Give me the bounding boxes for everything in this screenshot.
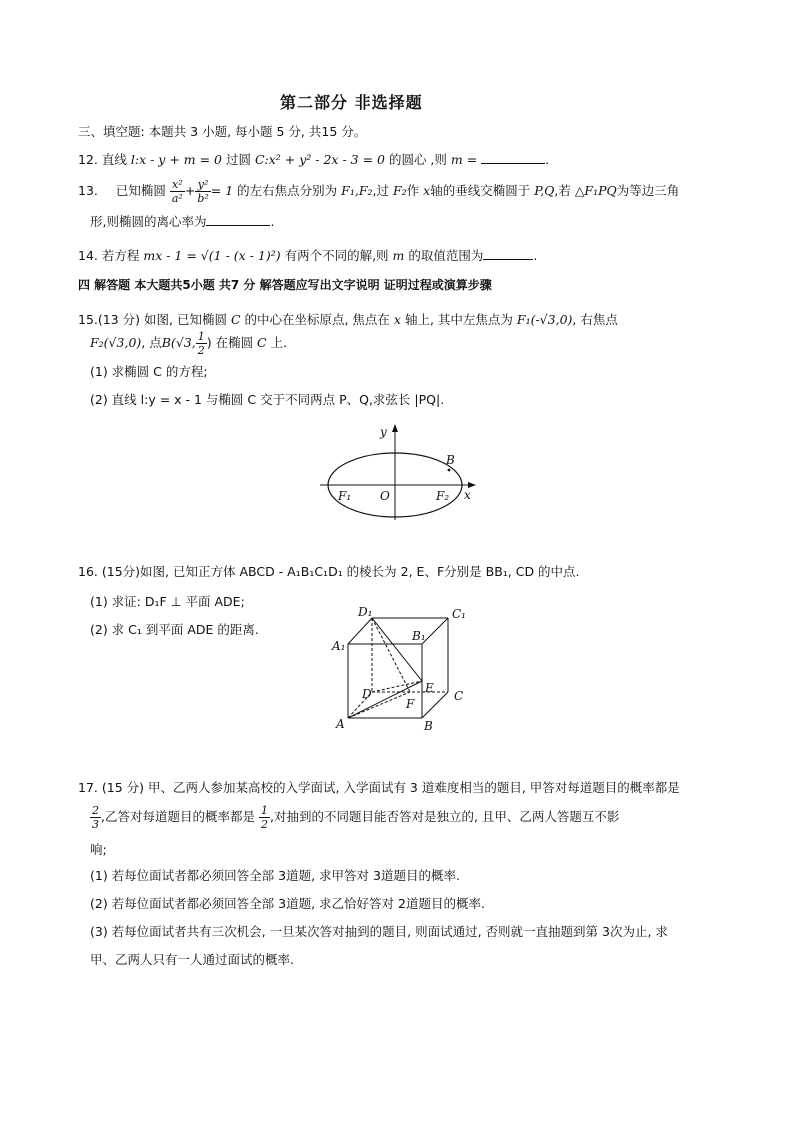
question-17-line2 [90,804,619,831]
q13-text-d: 作 [406,183,420,198]
q16-sub1: (1) 求证: D₁F ⊥ 平面 ADE; [90,594,245,609]
q15-number: 15. [78,312,98,327]
q15-c: C [230,312,241,327]
q17-line1: 甲、乙两人参加某高校的入学面试, 入学面试有 3 道难度相当的题目, 甲答对每道题目的概率都是 [148,780,680,795]
q15-line2-b: , 点 [141,335,162,350]
q13-triangle: △F₁PQ [574,183,617,198]
q15-line1-b: 的中心在坐标原点, 焦点在 [240,312,394,327]
origin-label: O [380,489,390,503]
f1-label: F₁ [338,489,352,503]
edge-a1d1 [348,618,372,644]
q15-sub1: (1) 求椭圆 C 的方程; [90,364,208,379]
label-c: C [454,689,464,703]
y-label: y [380,425,387,439]
f2-label: F₂ [436,489,450,503]
q15-ellipse-figure [310,420,490,525]
b-label: B [446,453,455,467]
q13-equals-one: = 1 [210,183,234,198]
q13-foci: F₁,F₂ [341,183,373,198]
q17-sub2: (2) 若每位面试者都必须回答全部 3道题, 求乙恰好答对 2道题目的概率. [90,896,485,911]
q17-score: (15 分) [101,780,145,795]
q17-fraction-jia: $\frac{2}{3}$ [92,804,99,831]
q15-f1: F₁(-√3,0) [516,312,573,327]
label-c1: C₁ [452,607,466,621]
q13-text-b: 的左右焦点分别为 [237,183,338,198]
q16-score: (15分) [101,564,141,579]
label-e: E [425,681,434,695]
q12-answer-blank[interactable] [481,151,545,164]
q15-line1-a: 如图, 已知椭圆 [144,312,231,327]
q12-m-equals: m = [450,152,482,167]
section-title: 第二部分 非选择题 [280,93,423,112]
q14-period: . [533,248,538,263]
q14-m: m [392,248,405,263]
q17-sub3b: 甲、乙两人只有一人通过面试的概率. [90,952,294,967]
q14-answer-blank[interactable] [483,247,533,260]
x-label: x [464,488,471,502]
q12-period: . [545,152,550,167]
question-14 [78,246,537,264]
segment-d1f [372,618,410,692]
q15-x: x [393,312,401,327]
q15-score: (13 分) [97,312,141,327]
q16-number: 16. [78,564,98,579]
q13-number: 13. [78,183,98,198]
q16-sub2: (2) 求 C₁ 到平面 ADE 的距离. [90,622,259,637]
q13-fraction-x: $\frac{\text{x²}}{\text{a²}}$ [171,178,183,205]
q12-number: 12. [78,152,98,167]
q15-sub2: (2) 直线 l:y = x - 1 与椭圆 C 交于不同两点 P、Q,求弦长 |PQ|. [90,392,445,407]
q14-text-a: 若方程 [101,248,144,263]
question-15-line1 [78,310,618,328]
q14-text-c: 的取值范围为 [404,248,484,263]
q12-text-b: 过圆 [225,152,255,167]
q15-line1-c: 轴上, 其中左焦点为 [400,312,517,327]
q17-fraction-yi: $\frac{1}{2}$ [260,804,268,831]
segment-af [348,692,410,718]
q16-line1: 如图, 已知正方体 ABCD - A₁B₁C₁D₁ 的棱长为 2, E、F分别是 BB₁, CD 的中点. [140,564,580,579]
q15-c-2: C [257,335,267,350]
q13-line2: 形,则椭圆的离心率为 [90,214,207,229]
q13-fraction-y: $\frac{\text{y²}}{\text{b²}}$ [197,178,209,205]
q14-number: 14. [78,248,98,263]
part4-header: 四 解答题 本大题共5小题 共7 分 解答题应写出文字说明 证明过程或演算步骤 [78,278,492,292]
label-d1: D₁ [358,605,373,619]
question-13-line1 [78,178,679,205]
q17-line2-b: ,对抽到的不同题目能否答对是独立的, 且甲、乙两人答题互不影 [269,809,620,824]
q12-circle-equation: C:x² + y² - 2x - 3 = 0 [254,152,385,167]
q13-text-f: ,若 [554,183,571,198]
segment-de [372,681,422,692]
q15-b-fraction: $\frac{1}{2}$ [197,330,205,357]
question-13-line2 [90,212,274,230]
point-b [448,469,451,472]
q17-number: 17. [78,780,98,795]
q13-axis: x [423,183,431,198]
q15-line1-d: , 右焦点 [572,312,618,327]
edge-b1c1 [422,618,448,644]
q13-plus: + [184,183,196,198]
q17-sub3a: (3) 若每位面试者共有三次机会, 一旦某次答对抽到的题目, 则面试通过, 否则就一直抽题到第 3次为止, 求 [90,924,668,939]
q15-line2-d: 上. [266,335,288,350]
q13-answer-blank[interactable] [206,213,270,226]
label-f: F [406,697,415,711]
question-17-line1 [78,778,680,796]
q12-text-c: 的圆心 ,则 [388,152,451,167]
q14-equation: mx - 1 = √(1 - (x - 1)²) [143,248,281,263]
part3-header: 三、填空题: 本题共 3 小题, 每小题 5 分, 共15 分。 [78,124,367,139]
q17-sub1: (1) 若每位面试者都必须回答全部 3道题, 求甲答对 3道题目的概率. [90,868,460,883]
q15-b-point: B(√3, [161,335,196,350]
q13-text-a: 已知椭圆 [115,183,166,198]
label-a1: A₁ [332,639,346,653]
q13-text-g: 为等边三角 [616,183,680,198]
edge-bc [422,692,448,718]
q13-period: . [270,214,275,229]
label-d: D [362,687,372,701]
y-axis-arrow-icon [392,424,398,432]
label-b1: B₁ [412,629,426,643]
question-12 [78,150,549,168]
q15-f2: F₂(√3,0) [90,335,142,350]
q13-text-e: 轴的垂线交椭圆于 [430,183,531,198]
q15-line2-c: ) 在椭圆 [206,335,258,350]
q14-text-b: 有两个不同的解,则 [280,248,393,263]
q13-text-c: ,过 [372,183,389,198]
label-a: A [336,717,345,731]
q17-line3: 响; [90,842,107,857]
q12-text-a: 直线 [101,152,131,167]
segment-d1e [372,618,422,681]
q13-f2: F₂ [392,183,407,198]
question-16-line1 [78,562,580,580]
q17-line2-a: ,乙答对每道题目的概率都是 [101,809,255,824]
q12-line-equation: l:x - y + m = 0 [130,152,222,167]
q16-cube-figure [330,604,475,734]
q13-pq: P,Q [534,183,555,198]
question-15-line2 [90,330,287,357]
label-b: B [424,719,433,733]
